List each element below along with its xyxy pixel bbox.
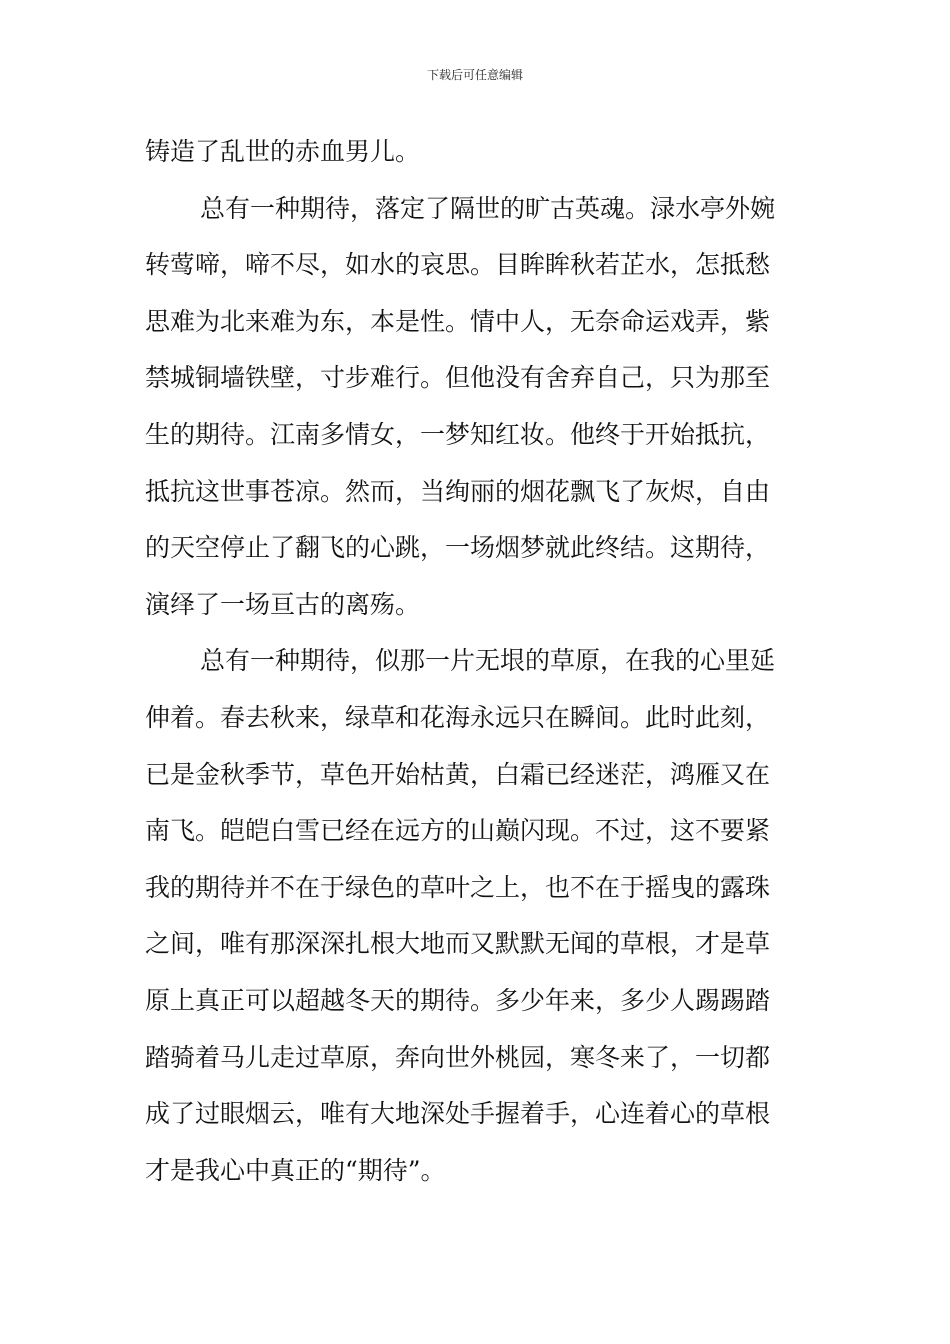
page-header: 下载后可任意编辑 — [426, 68, 523, 82]
paragraph-start-line: 总有一种期待，似那一片无垠的草原，在我的心里延 — [200, 646, 776, 676]
text-line: 成了过眼烟云，唯有大地深处手握着手，心连着心的草根 — [145, 1099, 771, 1129]
text-line: 之间，唯有那深深扎根大地而又默默无闻的草根，才是草 — [145, 929, 771, 959]
text-line: 我的期待并不在于绿色的草叶之上，也不在于摇曳的露珠 — [145, 872, 771, 902]
text-line: 抵抗这世事苍凉。然而，当绚丽的烟花飘飞了灰烬，自由 — [145, 476, 771, 506]
text-line: 伸着。春去秋来，绿草和花海永远只在瞬间。此时此刻， — [145, 702, 771, 732]
text-line: 生的期待。江南多情女，一梦知红妆。他终于开始抵抗， — [145, 419, 771, 449]
text-line: 原上真正可以超越冬天的期待。多少年来，多少人踢踢踏 — [145, 985, 771, 1015]
text-line: 演绎了一场亘古的离殇。 — [145, 589, 421, 619]
text-line: 铸造了乱世的赤血男儿。 — [145, 137, 421, 166]
text-line: 踏骑着马儿走过草原，奔向世外桃园，寒冬来了，一切都 — [145, 1042, 771, 1072]
text-line: 南飞。皑皑白雪已经在远方的山巅闪现。不过，这不要紧 — [145, 816, 771, 846]
text-line: 的天空停止了翻飞的心跳，一场烟梦就此终结。这期待， — [145, 533, 771, 563]
text-line: 思难为北来难为东，本是性。情中人，无奈命运戏弄，紫 — [145, 306, 771, 336]
paragraph-start-line: 总有一种期待，落定了隔世的旷古英魂。渌水亭外婉 — [200, 193, 776, 223]
text-line: 禁城铜墙铁壁，寸步难行。但他没有舍弃自己，只为那至 — [145, 363, 771, 393]
text-line: 已是金秋季节，草色开始枯黄，白霜已经迷茫，鸿雁又在 — [145, 759, 771, 789]
text-line: 才是我心中真正的“期待”。 — [145, 1155, 446, 1185]
text-line: 转莺啼，啼不尽，如水的哀思。目眸眸秋若芷水，怎抵愁 — [145, 250, 771, 280]
document-body — [145, 128, 810, 1203]
